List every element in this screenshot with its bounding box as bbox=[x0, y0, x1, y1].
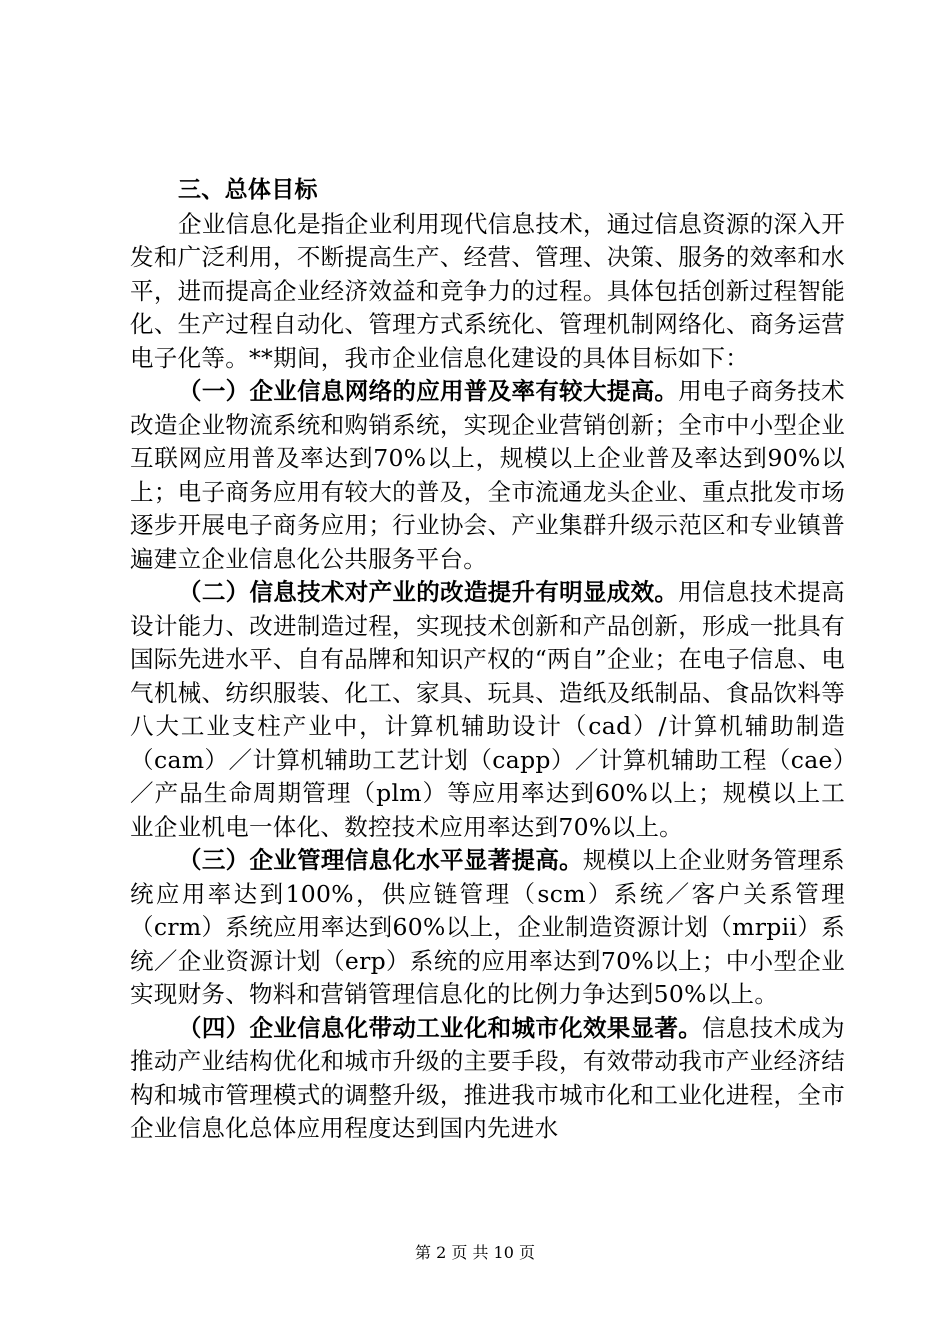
goal-lead-3: （三）企业管理信息化水平显著提高。 bbox=[178, 846, 583, 874]
intro-paragraph: 企业信息化是指企业利用现代信息技术，通过信息资源的深入开发和广泛利用，不断提高生产、经营、管理、决策、服务的效率和水平，进而提高企业经济效益和竞争力的过程。具体包括创新过程智能化、生产过程自动化、管理方式系统化、管理机制网络化、商务运营电子化等。**期间，我市企业信息化建设的具体目标如下： bbox=[130, 209, 845, 372]
goal-paragraph-4 bbox=[130, 1012, 845, 1146]
goal-text-4: 信息技术成为推动产业结构优化和城市升级的主要手段，有效带动我市产业经济结构和城市管理模式的调整升级，推进我市城市化和工业化进程，全市企业信息化总体应用程度达到国内先进水 bbox=[130, 1013, 845, 1142]
goal-paragraph-3 bbox=[130, 844, 845, 1012]
page-footer: 第 2 页 共 10 页 bbox=[415, 1243, 535, 1262]
section-heading: 三、总体目标 bbox=[178, 177, 318, 203]
goal-paragraph-1 bbox=[130, 375, 845, 576]
goal-text-2: 用信息技术提高设计能力、改进制造过程，实现技术创新和产品创新，形成一批具有国际先进水平、自有品牌和知识产权的“两自”企业；在电子信息、电气机械、纺织服装、化工、家具、玩具、造纸及纸制品、食品饮料等八大工业支柱产业中，计算机辅助设计（cad）/计算机辅助制造（cam）／计算机辅助工艺计划（capp）／计算机辅助工程（cae）／产品生命周期管理（plm）等应用率达到60%以上；规模以上工业企业机电一体化、数控技术应用率达到70%以上。 bbox=[130, 578, 845, 841]
goal-text-3: 规模以上企业财务管理系统应用率达到100%，供应链管理（scm）系统／客户关系管理（crm）系统应用率达到60%以上，企业制造资源计划（mrpii）系统／企业资源计划（erp）系统的应用率达到70%以上；中小型企业实现财务、物料和营销管理信息化的比例力争达到50%以上。 bbox=[130, 846, 845, 1008]
goal-lead-4: （四）企业信息化带动工业化和城市化效果显著。 bbox=[178, 1013, 703, 1042]
goal-lead-1: （一）企业信息网络的应用普及率有较大提高。 bbox=[178, 377, 679, 405]
document-body bbox=[130, 174, 845, 1146]
goal-text-1: 用电子商务技术改造企业物流系统和购销系统，实现企业营销创新；全市中小型企业互联网应用普及率达到70%以上，规模以上企业普及率达到90%以上；电子商务应用有较大的普及，全市流通龙头企业、重点批发市场逐步开展电子商务应用；行业协会、产业集群升级示范区和专业镇普遍建立企业信息化公共服务平台。 bbox=[130, 377, 845, 573]
goal-paragraph-2 bbox=[130, 576, 845, 844]
goal-lead-2: （二）信息技术对产业的改造提升有明显成效。 bbox=[178, 578, 679, 606]
